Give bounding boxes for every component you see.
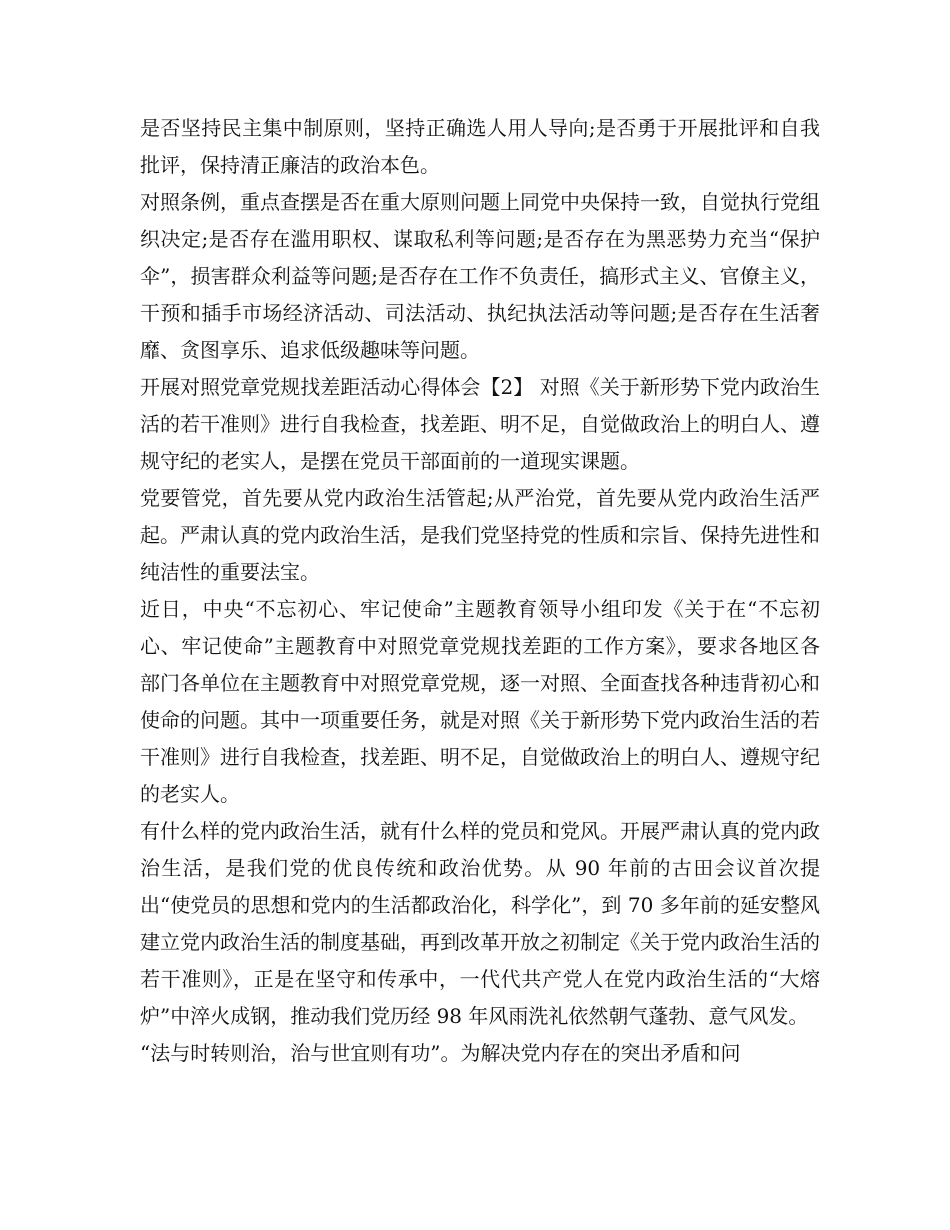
paragraph-4: 党要管党，首先要从党内政治生活管起;从严治党，首先要从党内政治生活严起。严肃认真的党内政治生活，是我们党坚持党的性质和宗旨、保持先进性和纯洁性的重要法宝。 — [140, 486, 820, 584]
paragraph-6: 有什么样的党内政治生活，就有什么样的党员和党风。开展严肃认真的党内政治生活，是我们党的优良传统和政治优势。从 90 年前的古田会议首次提出“使党员的思想和党内的生活都政治化，科学化”，到 70 多年前的延安整风建立党内政治生活的制度基础，再到改革开放之初制定《关于党内政治生活的若干准则》，正是在坚守和传承中，一代代共产党人在党内政治生活的“大熔炉”中淬火成钢，推动我们党历经 98 年风雨洗礼依然朝气蓬勃、意气风发。 — [140, 819, 820, 1028]
paragraph-3: 开展对照党章党规找差距活动心得体会【2】 对照《关于新形势下党内政治生活的若干准则》进行自我检查，找差距、明不足，自觉做政治上的明白人、遵规守纪的老实人，是摆在党员干部面前的一道现实课题。 — [140, 375, 820, 473]
paragraph-7: “法与时转则治，治与世宜则有功”。为解决党内存在的突出矛盾和问 — [140, 1041, 741, 1065]
document-body — [140, 110, 820, 1072]
paragraph-1: 是否坚持民主集中制原则，坚持正确选人用人导向;是否勇于开展批评和自我批评，保持清正廉洁的政治本色。 — [140, 116, 820, 177]
paragraph-5: 近日，中央“不忘初心、牢记使命”主题教育领导小组印发《关于在“不忘初心、牢记使命”主题教育中对照党章党规找差距的工作方案》，要求各地区各部门各单位在主题教育中对照党章党规，逐一对照、全面查找各种违背初心和使命的问题。其中一项重要任务，就是对照《关于新形势下党内政治生活的若干准则》进行自我检查，找差距、明不足，自觉做政治上的明白人、遵规守纪的老实人。 — [140, 597, 820, 806]
paragraph-2: 对照条例，重点查摆是否在重大原则问题上同党中央保持一致，自觉执行党组织决定;是否存在滥用职权、谋取私利等问题;是否存在为黑恶势力充当“保护伞”，损害群众利益等问题;是否存在工作不负责任，搞形式主义、官僚主义，干预和插手市场经济活动、司法活动、执纪执法活动等问题;是否存在生活奢靡、贪图享乐、追求低级趣味等问题。 — [140, 190, 820, 362]
